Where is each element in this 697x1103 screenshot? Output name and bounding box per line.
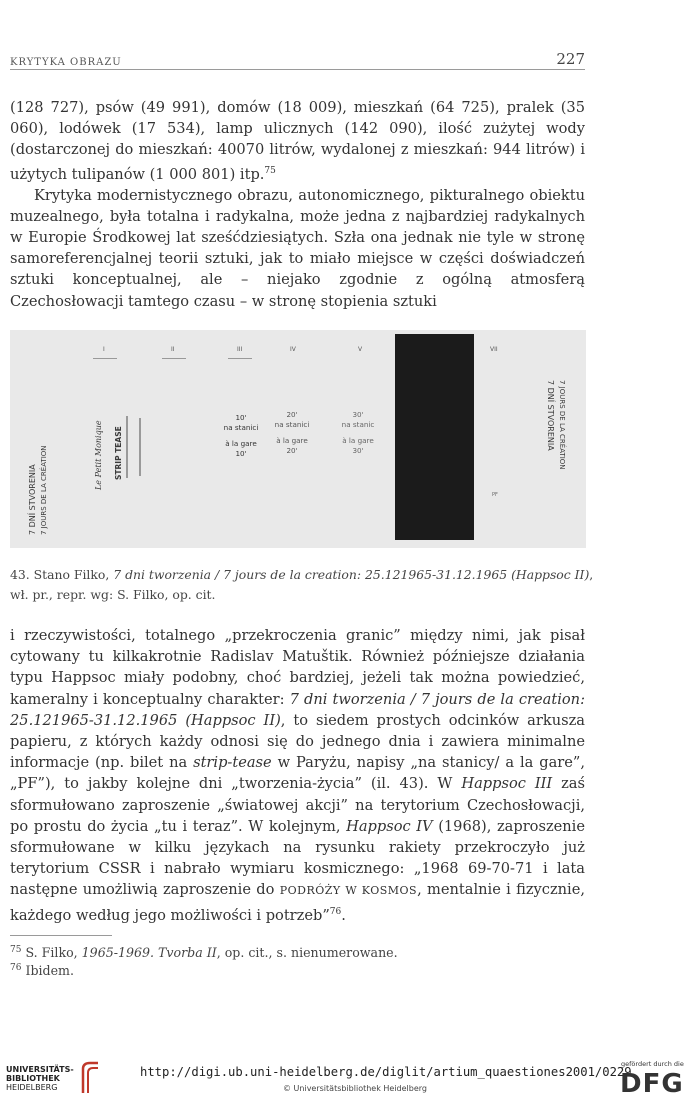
header-rule <box>10 69 585 70</box>
day-label: III <box>237 346 243 353</box>
day-cell-3 <box>328 410 388 456</box>
caption-line-1: 43. Stano Filko, 7 dni tworzenia / 7 jours de la creation: 25.121965-31.12.1965 (Happsoc II), <box>10 567 594 582</box>
dfg-logo: DFG <box>620 1069 684 1099</box>
library-name-line: UNIVERSITÄTS- <box>6 1065 74 1074</box>
library-name <box>6 1065 74 1092</box>
figure-left-subtitle: 7 JOURS DE LA CRÉATION <box>40 445 48 535</box>
cell-gare: à la gare <box>225 439 257 448</box>
dash-mark <box>93 358 117 359</box>
day-label: VII <box>490 346 498 353</box>
footnote-text: S. Filko, <box>25 945 82 961</box>
cell-time: 10' <box>235 449 247 458</box>
body-text-top <box>10 97 585 312</box>
day-label: I <box>103 346 105 353</box>
ticket-fine-print <box>126 416 128 478</box>
day-cell-2 <box>262 410 322 456</box>
pf-label: PF <box>492 492 498 498</box>
day-label: II <box>171 346 175 353</box>
copyright-notice: © Universitätsbibliothek Heidelberg <box>283 1084 428 1093</box>
footnote-ref[interactable]: 76 <box>329 906 342 917</box>
paragraph: (128 727), psów (49 991), domów (18 009), mieszkań (64 725), pralek (35 060), lodówek (17 534), lamp ulicznych (142 090), ilość zużytej wody (dostarczonej do mieszkań: 40070 litrów, wydalonej z mieszkań: 944 litrów) i użytych tulipanów (1 000 801) itp.$^{75}$ <box>10 99 585 183</box>
dash-mark <box>228 358 252 359</box>
day-label: IV <box>290 346 296 353</box>
figure-left-title: 7 DNÍ STVORENIA <box>28 464 37 535</box>
cell-gare: à la gare <box>342 436 374 445</box>
page-number: 227 <box>556 50 585 68</box>
library-name-line: BIBLIOTHEK <box>6 1074 60 1083</box>
figure-caption <box>10 565 595 605</box>
cell-time: 30' <box>352 446 364 455</box>
cell-time: 20' <box>286 410 298 419</box>
figure-right-title: 7 DNÍ STVORENIA <box>546 380 555 451</box>
dash-mark <box>162 358 186 359</box>
figure-43 <box>10 330 586 548</box>
footnote-text: Ibidem. <box>25 963 74 979</box>
cell-time: 10' <box>235 413 247 422</box>
cell-time: 30' <box>352 410 364 419</box>
paragraph: Krytyka modernistycznego obrazu, autonomicznego, pikturalnego obiektu muzealnego, była totalna i radykalna, może jedna z najbardziej radykalnych w Europie Środkowej lat sześćdziesiątych. Szła ona jednak nie tyle w stronę samoreferencjalnej teorii sztuki, jak to miało miejsce w części doświadczeń sztuki konceptualnej, ale – niejako zgodnie z ogólną atmosferą Czechosłowacji tamtego czasu – w stronę stopienia sztuki <box>10 186 585 310</box>
footnote-text: , op. cit., s. nienumerowane. <box>216 945 398 961</box>
running-header-title: KRYTYKA OBRAZU <box>10 57 122 68</box>
ticket-fine-print <box>139 418 141 476</box>
cell-gare: à la gare <box>276 436 308 445</box>
paragraph: i rzeczywistości, totalnego „przekroczenia granic” między nimi, jak pisał cytowany tu kilkakrotnie Radislav Matuštik. Również późniejsze działania typu Happsoc miały podobny, choć bardziej, jeżeli tak można powiedzieć, kameralny i konceptualny charakter: 7 dni tworzenia / 7 jours de la creation: 25.121965-31.12.1965 (Happsoc II), to siedem prostych odcinków arkusza papieru, z których każdy odnosi się do jednego dnia i zawiera minimalne informacje (np. bilet na strip-tease w Paryżu, napisy „na stanicy/ a la gare”, „PF”), to jakby kolejne dni „tworzenia-życia” (il. 43). W Happsoc III zaś sformułowano zaproszenie „światowej akcji” na terytorium Czechosłowacji, po prostu do życia „tu i teraz”. W kolejnym, Happsoc IV (1968), zaproszenie sformułowane w kilku językach na rysunku rakiety przekroczyło już terytorium CSSR i nabrało wymiaru kosmicznego: „1968 69-70-71 i lata następne umożliwią zaproszenie do PODRÓŻY W KOSMOS, mentalnie i fizycznie, każdego według jego możliwości i potrzeb”$^{76}$. <box>10 627 586 924</box>
footnote-number: 75 <box>10 945 22 955</box>
footnote-75 <box>10 945 398 960</box>
library-name-line: HEIDELBERG <box>6 1083 58 1092</box>
ticket-text-2: STRIP TEASE <box>114 426 123 480</box>
figure-right-subtitle: 7 JOURS DE LA CRÉATION <box>558 380 566 470</box>
caption-line-2: wł. pr., repr. wg: S. Filko, op. cit. <box>10 587 216 602</box>
footnote-title: 1965-1969. Tvorba II <box>81 945 217 961</box>
funder-label: gefördert durch die <box>621 1060 684 1068</box>
ticket-text-1: Le Petit Monique <box>94 420 103 490</box>
footnote-number: 76 <box>10 963 22 973</box>
permalink-url[interactable]: http://digi.ub.uni-heidelberg.de/diglit/artium_quaestiones2001/0229 <box>140 1065 632 1079</box>
cell-station: na stanic <box>341 420 375 429</box>
footnote-76 <box>10 963 74 978</box>
library-logo-icon <box>80 1061 100 1095</box>
footnote-rule <box>10 935 112 936</box>
footnote-ref[interactable]: 75 <box>264 165 276 176</box>
body-text-bottom <box>10 625 585 926</box>
digitization-footer <box>0 1055 697 1103</box>
cell-station: na stanici <box>274 420 310 429</box>
cell-station: na stanici <box>223 423 259 432</box>
day-label: V <box>358 346 363 353</box>
cell-time: 20' <box>286 446 298 455</box>
black-sheet <box>395 334 474 540</box>
